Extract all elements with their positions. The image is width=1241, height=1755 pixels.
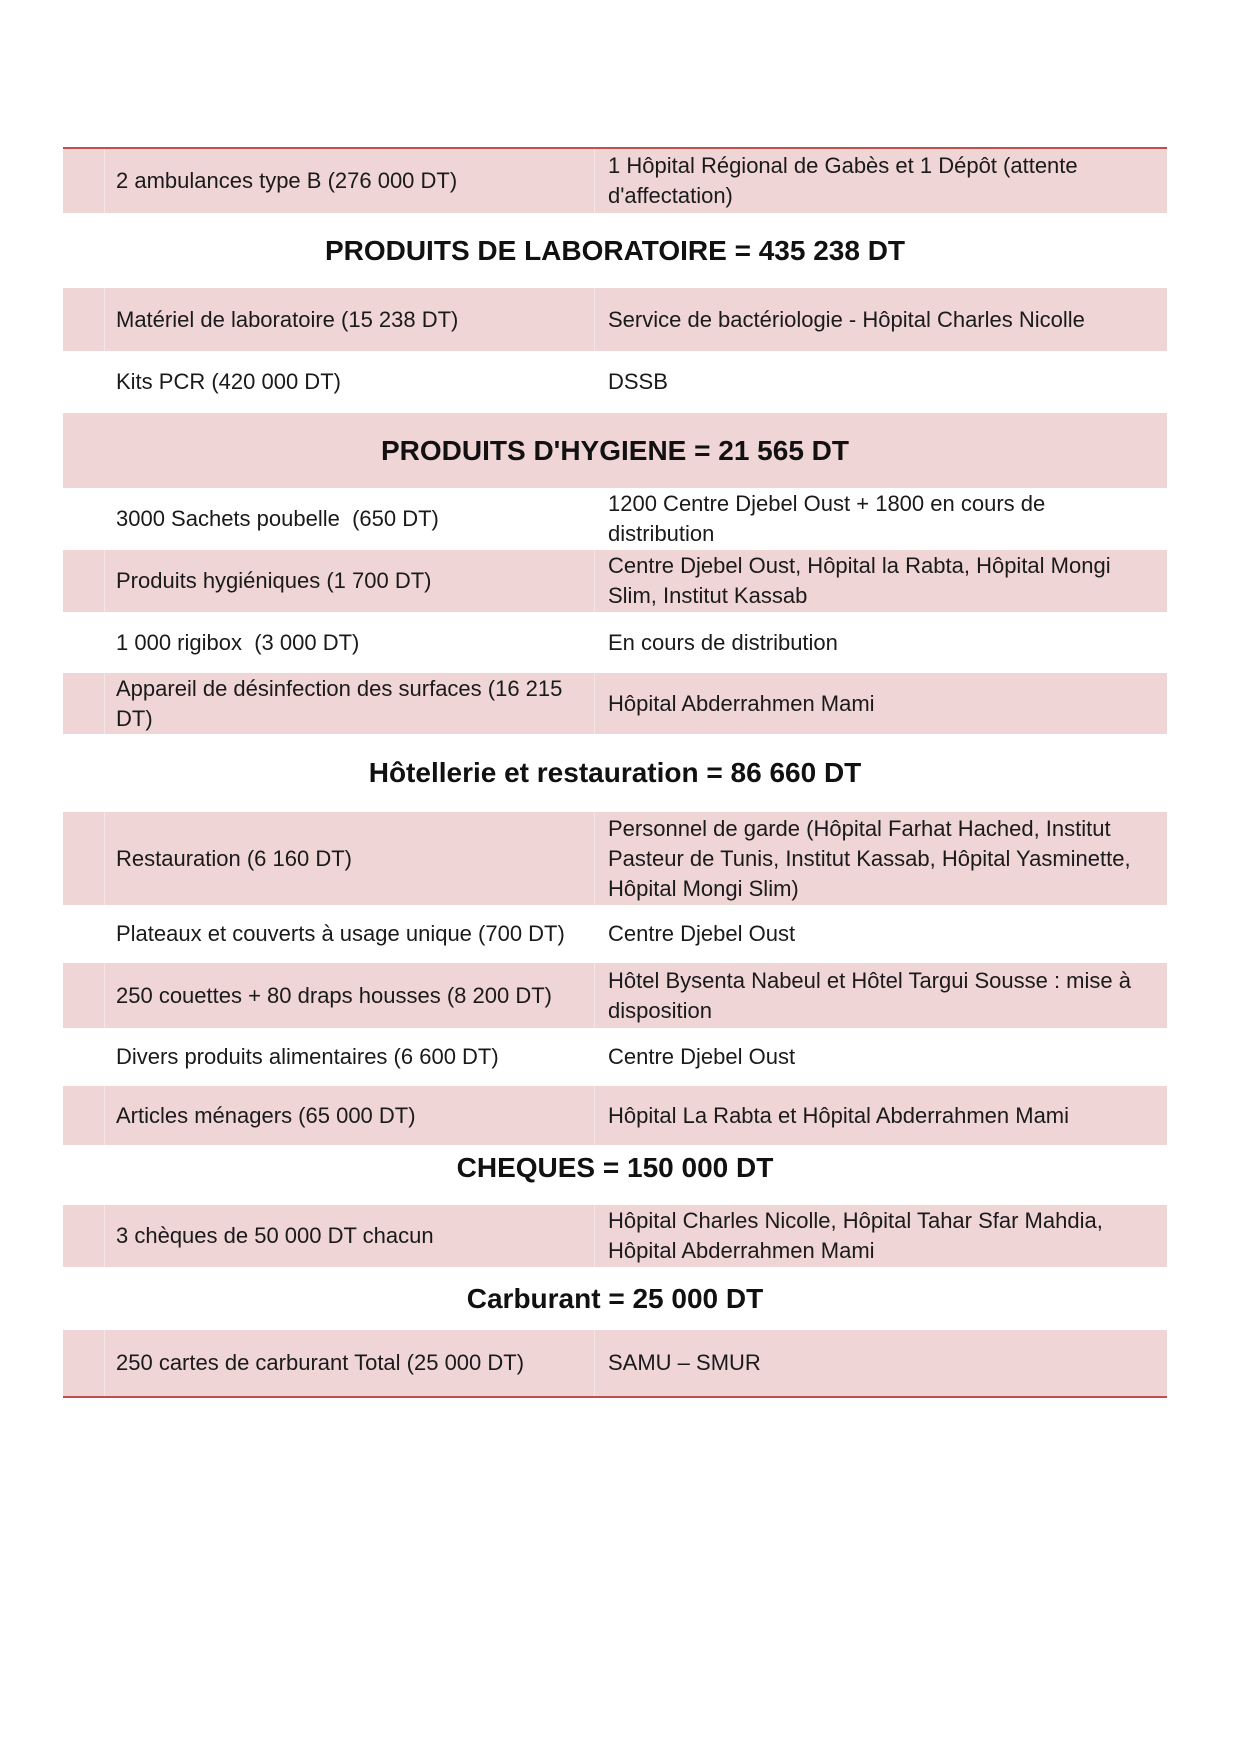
section-heading: Carburant = 25 000 DT [466,1282,764,1314]
spacer-cell [63,963,105,1028]
spacer-cell [63,1205,105,1267]
destination-cell: Service de bactériologie - Hôpital Charles Nicolle [608,306,1085,332]
item-cell: Appareil de désinfection des surfaces (16 215 DT) [105,673,595,734]
spacer-cell [63,812,105,905]
item-cell: Articles ménagers (65 000 DT) [105,1086,595,1145]
destination-cell: Hôtel Bysenta Nabeul et Hôtel Targui Sousse : mise à disposition [608,967,1138,1023]
table-row [63,288,1167,351]
destination-cell: Centre Djebel Oust [608,921,796,946]
spacer-cell [63,288,105,351]
destination-cell: Hôpital La Rabta et Hôpital Abderrahmen Mami [608,1102,1070,1128]
destination-cell: Hôpital Charles Nicolle, Hôpital Tahar Sfar Mahdia, Hôpital Abderrahmen Mami [608,1208,1109,1263]
table-row [63,488,1167,550]
spacer-cell [63,673,105,734]
destination-cell: Centre Djebel Oust [608,1044,796,1069]
item-cell: Restauration (6 160 DT) [105,812,595,905]
item-cell: Kits PCR (420 000 DT) [116,369,341,394]
item-cell: Produits hygiéniques (1 700 DT) [105,550,595,612]
table-row [63,1330,1167,1396]
table-row [63,1028,1167,1086]
table-row [63,1086,1167,1145]
item-cell: 2 ambulances type B (276 000 DT) [105,149,595,213]
spacer-cell [63,612,105,673]
destination-cell: Hôpital Abderrahmen Mami [608,690,875,716]
item-cell: Matériel de laboratoire (15 238 DT) [105,288,595,351]
spacer-cell [63,1330,105,1396]
destination-cell: DSSB [608,369,668,394]
section-heading: Hôtellerie et restauration = 86 660 DT [368,757,862,788]
spacer-cell [63,149,105,213]
item-cell: 3000 Sachets poubelle (650 DT) [116,506,439,531]
table-row [63,905,1167,963]
item-cell: 1 000 rigibox (3 000 DT) [116,629,360,655]
destination-cell: Centre Djebel Oust, Hôpital la Rabta, Hôpital Mongi Slim, Institut Kassab [608,553,1117,608]
item-cell: Divers produits alimentaires (6 600 DT) [116,1044,499,1069]
section-heading: PRODUITS D'HYGIENE = 21 565 DT [63,413,1167,488]
spacer-cell [63,488,105,550]
table-row [63,550,1167,612]
item-cell: 250 cartes de carburant Total (25 000 DT) [105,1330,595,1396]
destination-cell: SAMU – SMUR [608,1350,761,1375]
table-row [63,612,1167,673]
spacer-cell [63,905,105,963]
spacer-cell [63,1086,105,1145]
item-cell: 250 couettes + 80 draps housses (8 200 DT) [105,963,595,1028]
destination-cell: 1200 Centre Djebel Oust + 1800 en cours de distribution [608,491,1052,546]
spacer-cell [63,351,105,413]
table-row [63,149,1167,213]
table-row [63,963,1167,1028]
item-cell: 3 chèques de 50 000 DT chacun [105,1205,595,1267]
item-cell: Plateaux et couverts à usage unique (700 DT) [116,921,565,946]
destination-cell: Personnel de garde (Hôpital Farhat Hached, Institut Pasteur de Tunis, Institut Kassab, Hôpital Yasminette, Hôpital Mongi Slim) [608,815,1137,901]
section-heading: PRODUITS DE LABORATOIRE = 435 238 DT [324,234,906,266]
section-heading: CHEQUES = 150 000 DT [456,1152,774,1183]
table-row [63,812,1167,905]
destination-cell: En cours de distribution [608,629,838,655]
destination-cell: 1 Hôpital Régional de Gabès et 1 Dépôt (attente d'affectation) [608,153,1084,208]
table-row [63,673,1167,734]
spacer-cell [63,550,105,612]
table-row [63,1205,1167,1267]
spacer-cell [63,1028,105,1086]
donations-table [63,147,1167,1398]
table-row [63,351,1167,413]
